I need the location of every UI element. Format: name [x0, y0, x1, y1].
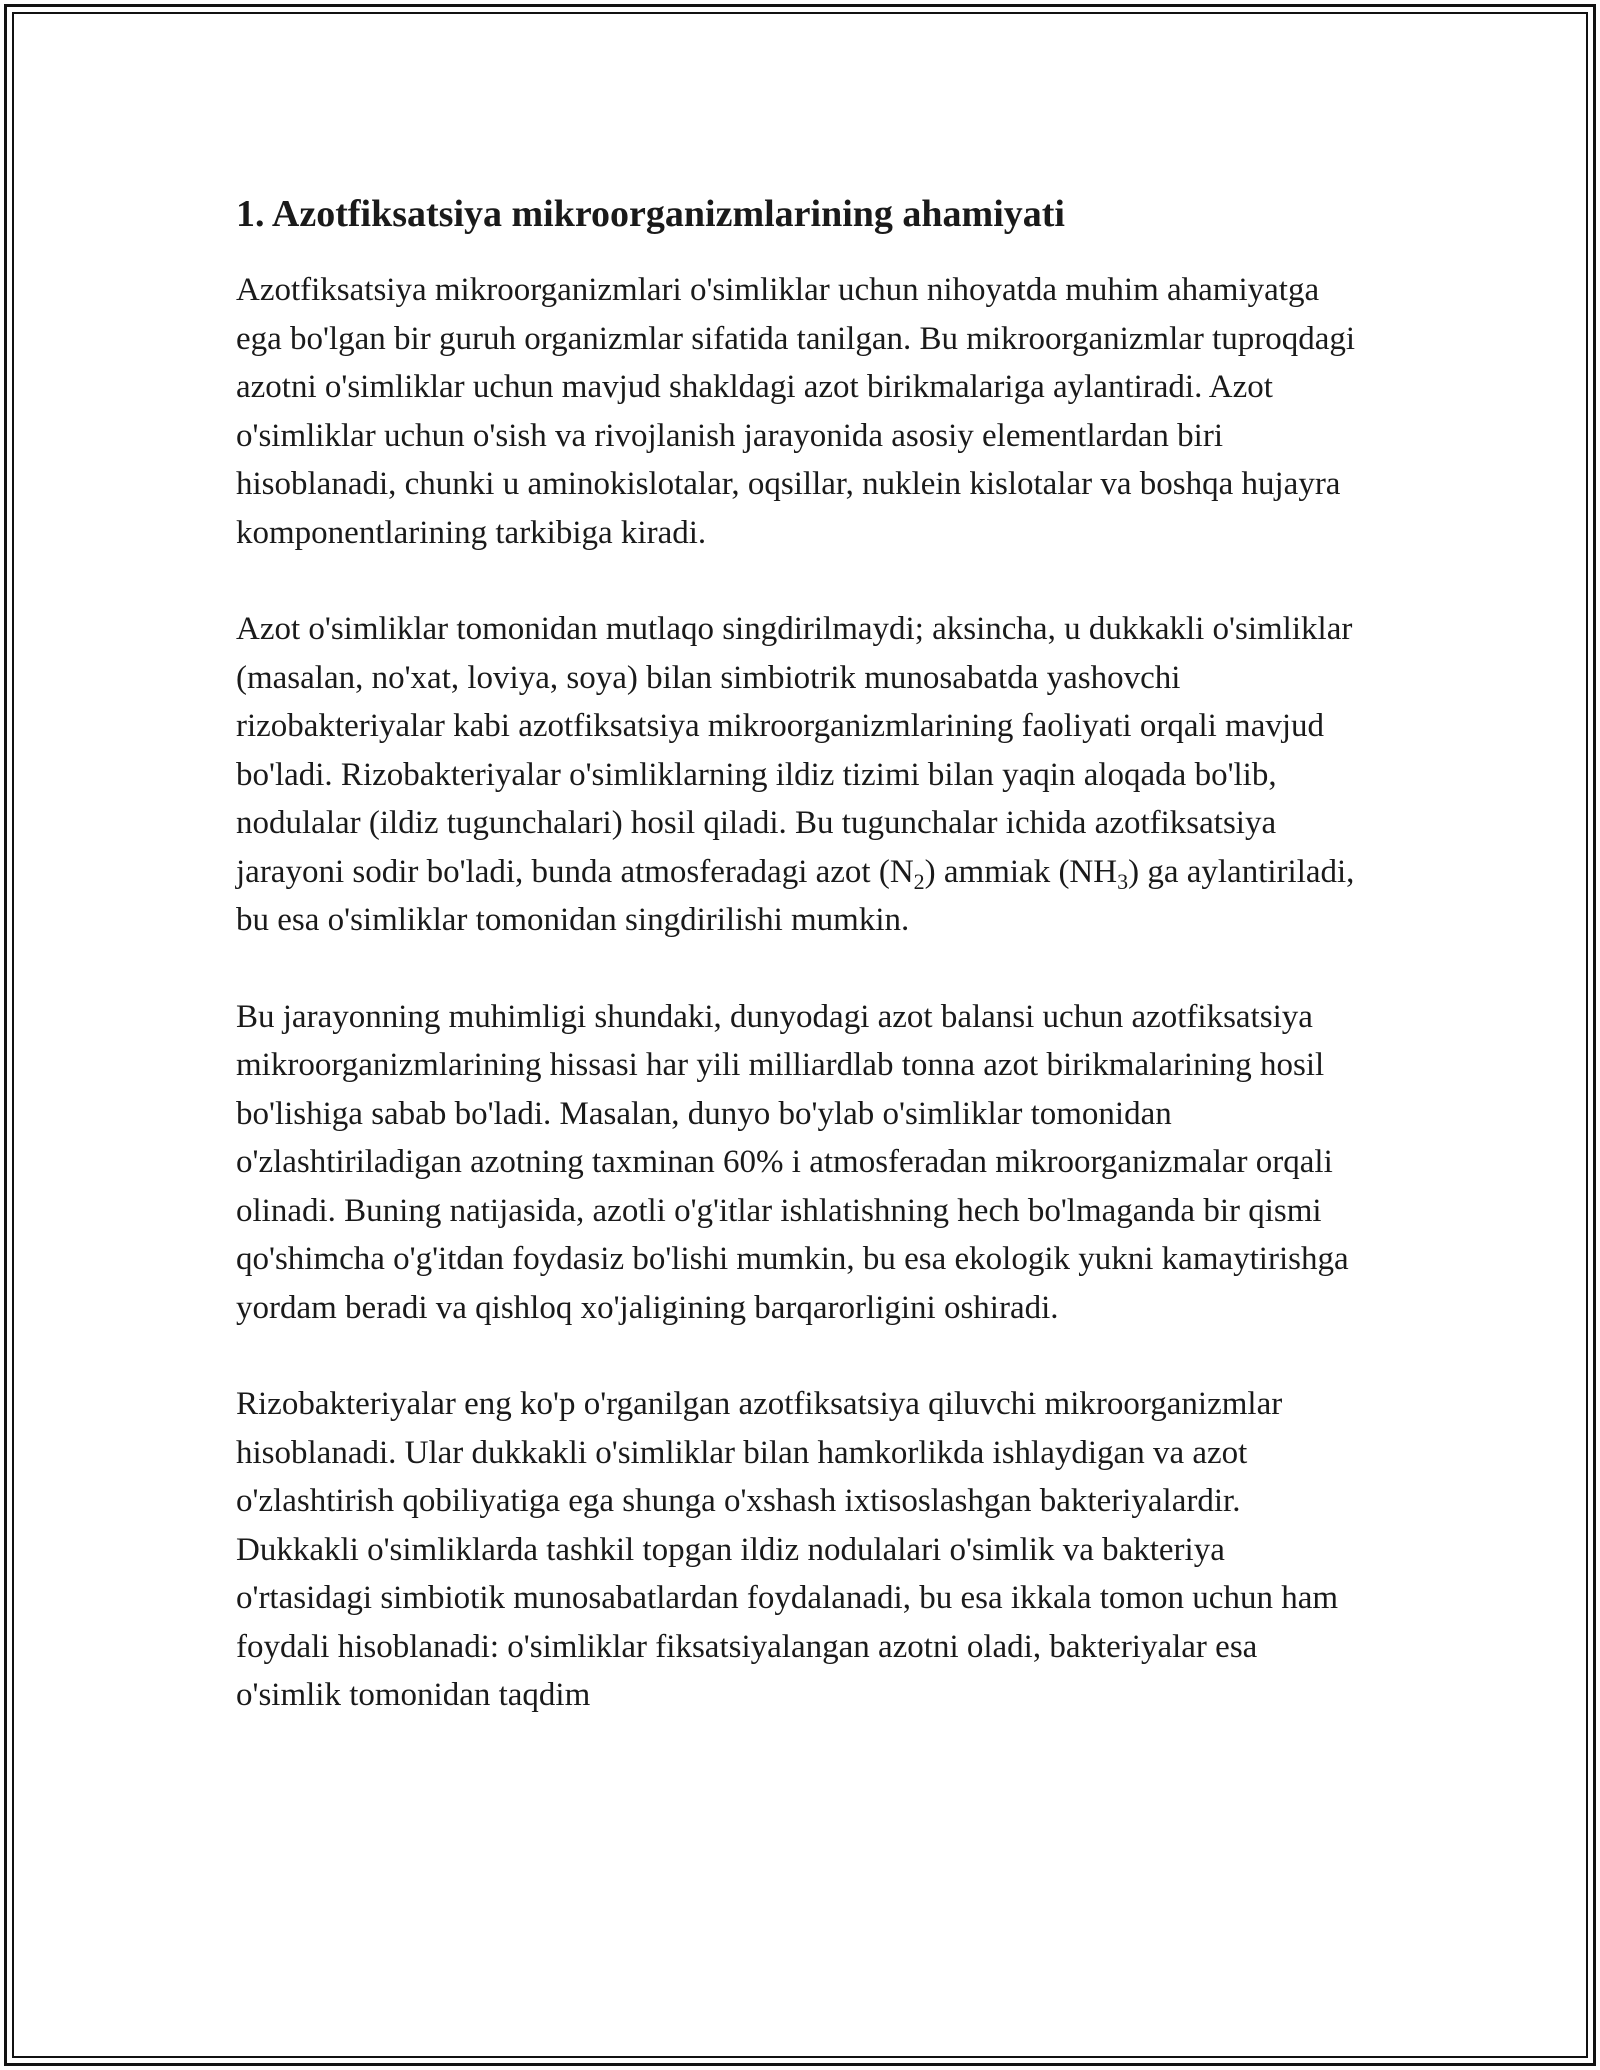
section-title: 1. Azotfiksatsiya mikroorganizmlarining ahamiyati — [236, 193, 1065, 235]
paragraph-4: Rizobakteriyalar eng ko'p o'rganilgan azotfiksatsiya qiluvchi mikroorganizmlar hisoblanadi. Ular dukkakli o'simliklar bilan hamkorlikda ishlaydigan va azot o'zlashtirish qobiliyatiga ega shunga o'xshash ixtisoslashgan bakteriyalardir. Dukkakli o'simliklarda tashkil topgan ildiz nodulalari o'simlik va bakteriya o'rtasidagi simbiotik munosabatlardan foydalanadi, bu esa ikkala tomon uchun ham foydali hisoblanadi: o'simliklar fiksatsiyalangan azotni oladi, bakteriyalar esa o'simlik tomonidan taqdim — [236, 1386, 1339, 1713]
subscript-3: 3 — [1117, 868, 1129, 894]
paragraph-2-text-b: ) ammiak (NH — [924, 853, 1118, 890]
paragraph-2-text-a: Azot o'simliklar tomonidan mutlaqo singdirilmaydi; aksincha, u dukkakli o'simliklar (masalan, no'xat, loviya, soya) bilan simbiotrik munosabatda yashovchi rizobakteriyalar kabi azotfiksatsiya mikroorganizmlarining faoliyati orqali mavjud bo'ladi. Rizobakteriyalar o'simliklarning ildiz tizimi bilan yaqin aloqada bo'lib, nodulalar (ildiz tugunchalari) hosil qiladi. Bu tugunchalar ichida azotfiksatsiya jarayoni sodir bo'ladi, bunda atmosferadagi azot (N — [236, 611, 1353, 890]
paragraph-3: Bu jarayonning muhimligi shundaki, dunyodagi azot balansi uchun azotfiksatsiya mikroorganizmlarining hissasi har yili milliardlab tonna azot birikmalarining hosil bo'lishiga sabab bo'ladi. Masalan, dunyo bo'ylab o'simliklar tomonidan o'zlashtiriladigan azotning taxminan 60% i atmosferadan mikroorganizmalar orqali olinadi. Buning natijasida, azotli o'g'itlar ishlatishning hech bo'lmaganda bir qismi qo'shimcha o'g'itdan foydasiz bo'lishi mumkin, bu esa ekologik yukni kamaytirishga yordam beradi va qishloq xo'jaligining barqarorligini oshiradi. — [236, 998, 1349, 1326]
subscript-2: 2 — [913, 868, 925, 894]
paragraph-1: Azotfiksatsiya mikroorganizmlari o'simliklar uchun nihoyatda muhim ahamiyatga ega bo'lgan bir guruh organizmlar sifatida tanilgan. Bu mikroorganizmlar tuproqdagi azotni o'simliklar uchun mavjud shakldagi azot birikmalariga aylantiradi. Azot o'simliklar uchun o'sish va rivojlanish jarayonida asosiy elementlardan biri hisoblanadi, chunki u aminokislotalar, oqsillar, nuklein kislotalar va boshqa hujayra komponentlarining tarkibiga kiradi. — [236, 272, 1356, 551]
paragraph-2 — [236, 605, 1366, 945]
paragraph-2-text-c: ) ga aylantiriladi, bu esa o'simliklar tomonidan singdirilishi mumkin. — [236, 853, 1355, 938]
document-body — [236, 188, 1366, 1768]
